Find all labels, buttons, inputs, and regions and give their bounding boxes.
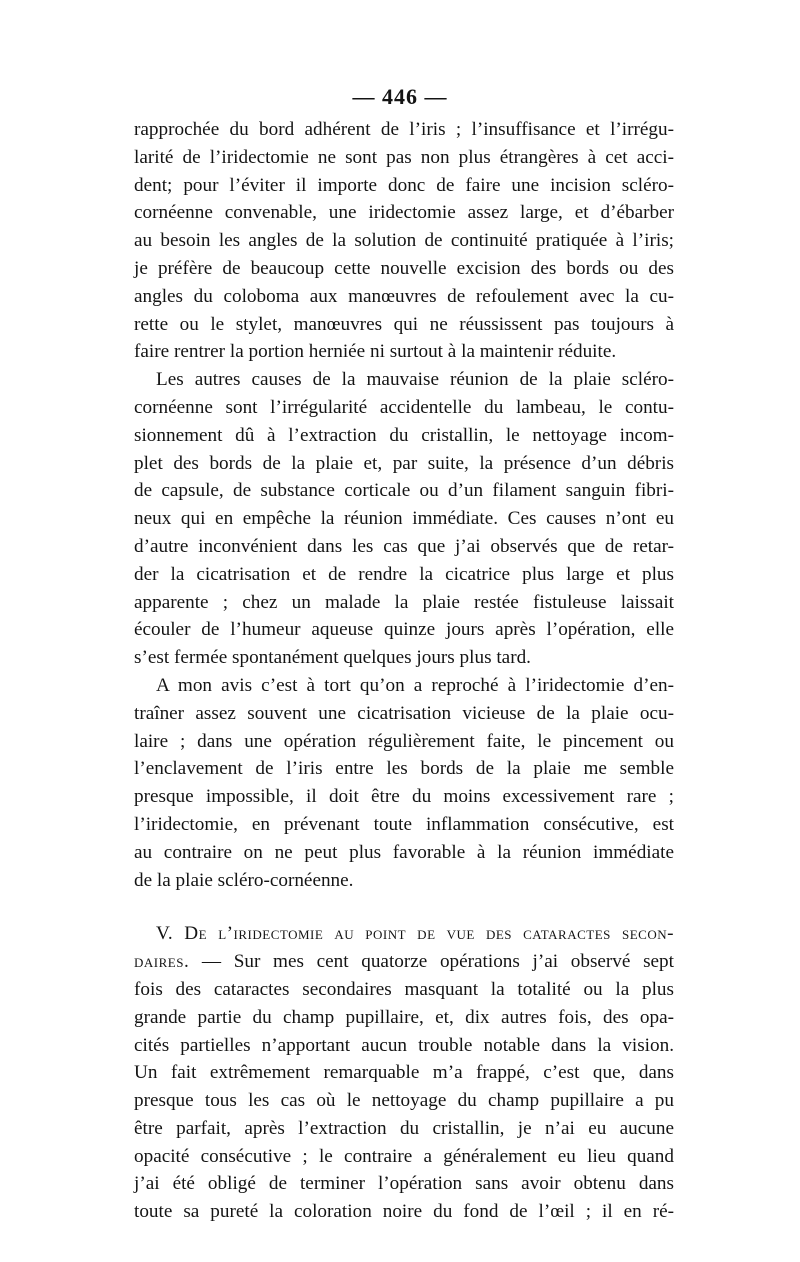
- text-line: écouler de l’humeur aqueuse quinze jours après l’opération, elle: [134, 619, 674, 641]
- text-line: plet des bords de la plaie et, par suite, la présence d’un débris: [134, 452, 674, 474]
- text-line: cornéenne sont l’irrégularité accidentelle du lambeau, le contu-: [134, 396, 674, 418]
- text-line: larité de l’iridectomie ne sont pas non plus étrangères à cet acci-: [134, 146, 674, 168]
- page-number: — 446 —: [352, 84, 448, 109]
- text-line: fois des cataractes secondaires masquant la totalité ou la plus: [134, 978, 674, 1000]
- section-heading-continuation: daires.: [134, 951, 190, 973]
- text-line: j’ai été obligé de terminer l’opération sans avoir obtenu dans: [134, 1173, 674, 1195]
- section-intro-text: — Sur mes cent quatorze opérations j’ai observé sept: [189, 951, 674, 973]
- text-line: d’autre inconvénient dans les cas que j’ai observés que de retar-: [134, 535, 674, 557]
- text-line: traîner assez souvent une cicatrisation vicieuse de la plaie ocu-: [134, 702, 674, 724]
- text-line: opacité consécutive ; le contraire a généralement eu lieu quand: [134, 1145, 674, 1167]
- text-line: neux qui en empêche la réunion immédiate. Ces causes n’ont eu: [134, 508, 674, 530]
- text-line: laire ; dans une opération régulièrement faite, le pincement ou: [134, 730, 674, 752]
- page-body: [134, 116, 674, 1226]
- text-line: dent; pour l’éviter il importe donc de faire une incision scléro-: [134, 174, 674, 196]
- paragraph-1: [134, 116, 674, 366]
- text-line: cités partielles n’apportant aucun trouble notable dans la vision.: [134, 1034, 674, 1056]
- text-line: s’est fermée spontanément quelques jours plus tard.: [134, 647, 531, 669]
- text-line: A mon avis c’est à tort qu’on a reproché à l’iridectomie d’en-: [156, 674, 674, 696]
- text-line: être parfait, après l’extraction du cristallin, je n’ai eu aucune: [134, 1117, 674, 1139]
- section-5: [134, 920, 674, 1226]
- text-line: de la plaie scléro-cornéenne.: [134, 869, 354, 891]
- text-line: l’enclavement de l’iris entre les bords de la plaie me semble: [134, 758, 674, 780]
- text-line: Un fait extrêmement remarquable m’a frappé, c’est que, dans: [134, 1062, 674, 1084]
- section-heading: V. De l’iridectomie au point de vue des cataractes secon-: [156, 923, 674, 945]
- text-line: faire rentrer la portion herniée ni surtout à la maintenir réduite.: [134, 341, 617, 363]
- paragraph-2: [134, 366, 674, 672]
- text-line: au besoin les angles de la solution de continuité pratiquée à l’iris;: [134, 230, 674, 252]
- text-line: grande partie du champ pupillaire, et, dix autres fois, des opa-: [134, 1006, 674, 1028]
- text-line: cornéenne convenable, une iridectomie assez large, et d’ébarber: [134, 202, 674, 224]
- text-line: l’iridectomie, en prévenant toute inflammation consécutive, est: [134, 813, 674, 835]
- text-line: au contraire on ne peut plus favorable à la réunion immédiate: [134, 841, 674, 863]
- text-line: angles du coloboma aux manœuvres de refoulement avec la cu-: [134, 285, 674, 307]
- text-line: je préfère de beaucoup cette nouvelle excision des bords ou des: [134, 257, 674, 279]
- text-line: rapprochée du bord adhérent de l’iris ; l’insuffisance et l’irrégu-: [134, 119, 674, 140]
- section-spacer: [134, 894, 674, 920]
- text-line: presque tous les cas où le nettoyage du champ pupillaire a pu: [134, 1090, 674, 1112]
- text-line: Les autres causes de la mauvaise réunion de la plaie scléro-: [156, 369, 674, 391]
- text-line: [134, 948, 674, 976]
- text-line: toute sa pureté la coloration noire du fond de l’œil ; il en ré-: [134, 1201, 674, 1223]
- text-line: rette ou le stylet, manœuvres qui ne réussissent pas toujours à: [134, 313, 674, 335]
- text-line: presque impossible, il doit être du moins excessivement rare ;: [134, 786, 674, 808]
- text-line: sionnement dû à l’extraction du cristallin, le nettoyage incom-: [134, 424, 674, 446]
- paragraph-3: [134, 672, 674, 894]
- text-line: der la cicatrisation et de rendre la cicatrice plus large et plus: [134, 563, 674, 585]
- text-line: de capsule, de substance corticale ou d’un filament sanguin fibri-: [134, 480, 674, 502]
- text-line: apparente ; chez un malade la plaie restée fistuleuse laissait: [134, 591, 674, 613]
